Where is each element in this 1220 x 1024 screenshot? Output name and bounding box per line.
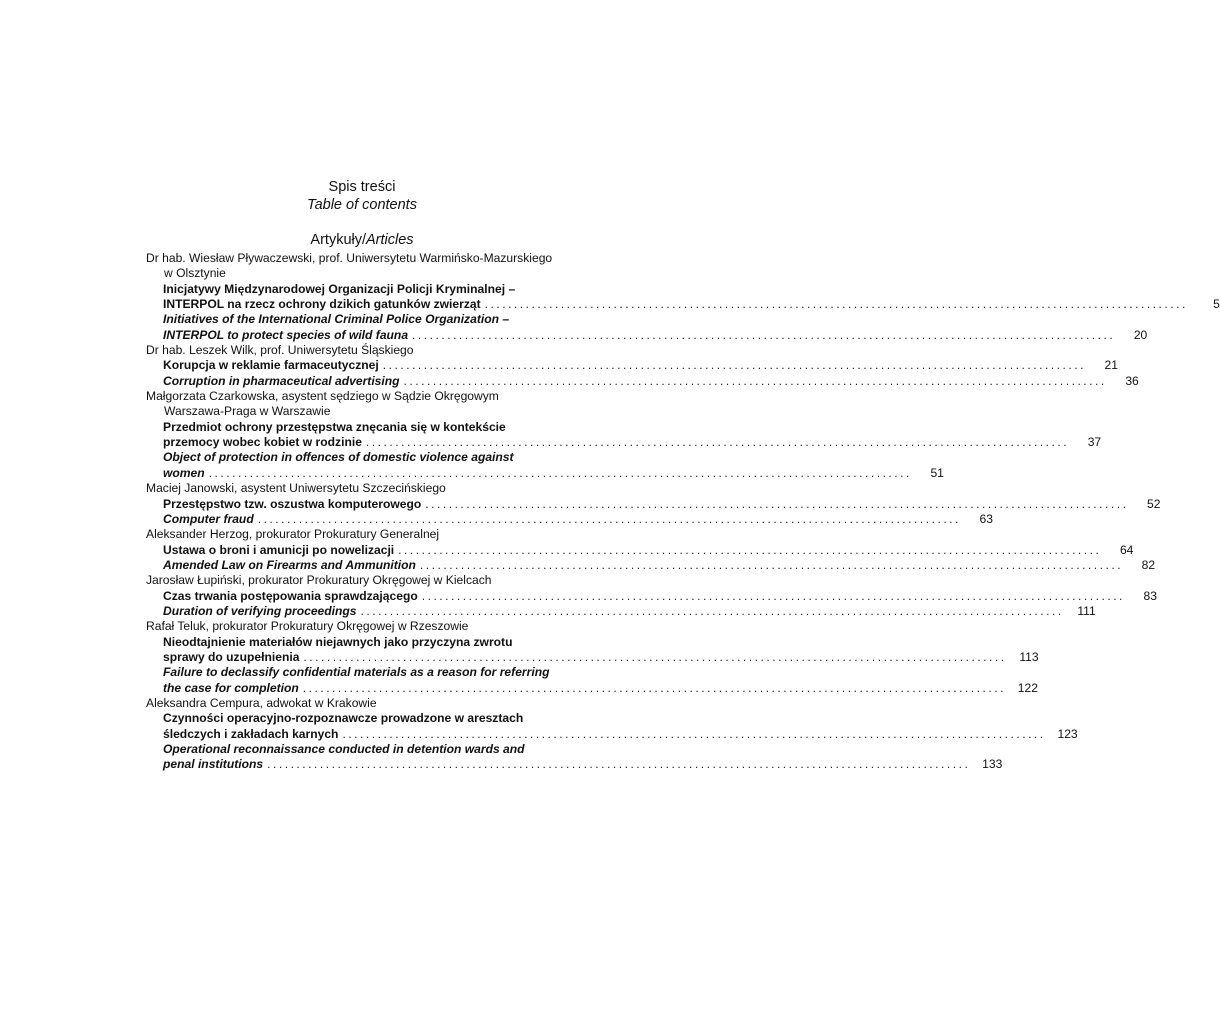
dot-leader: ........................................................................................................................ xyxy=(484,297,1188,312)
article-title-pl[interactable] xyxy=(146,358,1118,373)
article-title-en[interactable]: Initiatives of the International Criminal Police Organization – xyxy=(163,312,510,327)
title-text: penal institutions xyxy=(163,757,264,772)
title-text: sprawy do uzupełnienia xyxy=(163,649,300,664)
toc-title-pl: Spis treści xyxy=(328,179,396,195)
dot-leader: ........................................................................................................................ xyxy=(421,588,1125,603)
toc-list xyxy=(146,251,1220,773)
article-title-pl[interactable] xyxy=(146,496,1161,512)
page-number: 20 xyxy=(1133,327,1148,342)
article-title-en[interactable] xyxy=(146,557,1156,573)
title-text: Amended Law on Firearms and Ammunition xyxy=(163,557,416,572)
author-line: w Olsztynie xyxy=(164,266,226,281)
page-number: 51 xyxy=(930,465,944,480)
toc-entry xyxy=(146,389,1102,481)
article-title-en[interactable]: Object of protection in offences of domestic violence against xyxy=(163,450,514,465)
title-text: śledczych i zakładach karnych xyxy=(163,726,339,741)
section-heading xyxy=(0,231,724,249)
page-number: 133 xyxy=(982,757,1003,772)
toc-entry xyxy=(146,573,1157,619)
dot-leader: ........................................................................................................................ xyxy=(302,680,1006,695)
article-title-pl[interactable] xyxy=(146,435,1102,450)
article-title-en[interactable] xyxy=(146,373,1139,389)
section-heading-pl: Artykuły/ xyxy=(310,232,367,248)
article-title-pl[interactable]: Inicjatywy Międzynarodowej Organizacji Policji Kryminalnej – xyxy=(163,281,516,296)
dot-leader: ........................................................................................................................ xyxy=(419,557,1124,572)
toc-title-en: Table of contents xyxy=(307,197,417,213)
dot-leader: ........................................................................................................................ xyxy=(257,511,961,526)
author-line: Maciej Janowski, asystent Uniwersytetu Szczecińskiego xyxy=(146,481,446,496)
title-text: Przestępstwo tzw. oszustwa komputerowego xyxy=(163,496,422,511)
section-heading-en: Articles xyxy=(366,232,414,248)
article-title-pl[interactable] xyxy=(146,297,1220,312)
article-title-pl[interactable]: Nieodtajnienie materiałów niejawnych jako przyczyna zwrotu xyxy=(163,634,513,649)
dot-leader: ........................................................................................................................ xyxy=(398,542,1102,557)
dot-leader: ........................................................................................................................ xyxy=(360,603,1064,618)
author-line: Warszawa-Praga w Warszawie xyxy=(164,404,331,419)
title-text: Duration of verifying proceedings xyxy=(163,603,357,618)
article-title-en[interactable]: Failure to declassify confidential materials as a reason for referring xyxy=(163,665,550,680)
article-title-en[interactable] xyxy=(146,511,993,527)
page-number: 113 xyxy=(1019,649,1039,664)
page-number: 83 xyxy=(1143,588,1157,603)
toc-entry xyxy=(146,251,1220,343)
article-title-en[interactable] xyxy=(146,327,1148,343)
author-line: Dr hab. Wiesław Pływaczewski, prof. Uniwersytetu Warmińsko-Mazurskiego xyxy=(146,251,553,265)
page-number: 64 xyxy=(1119,542,1134,557)
article-title-pl[interactable]: Przedmiot ochrony przestępstwa znęcania się w kontekście xyxy=(163,419,506,434)
author-line: Małgorzata Czarkowska, asystent sędziego w Sądzie Okręgowym xyxy=(146,389,499,404)
page-number: 111 xyxy=(1077,603,1096,618)
page-number: 82 xyxy=(1141,557,1156,572)
author-line: Dr hab. Leszek Wilk, prof. Uniwersytetu Śląskiego xyxy=(146,343,414,358)
article-title-en[interactable] xyxy=(146,465,944,481)
toc-entry xyxy=(146,527,1156,573)
article-title-en[interactable] xyxy=(146,603,1096,619)
title-text: Korupcja w reklamie farmaceutycznej xyxy=(163,358,379,373)
title-text: Ustawa o broni i amunicji po nowelizacji xyxy=(163,542,395,557)
page-number: 5 xyxy=(1213,297,1220,312)
page-number: 37 xyxy=(1087,435,1102,450)
toc-entry xyxy=(146,619,1039,696)
article-title-en[interactable] xyxy=(146,680,1038,696)
toc-entry xyxy=(146,481,1161,527)
dot-leader: ........................................................................................................................ xyxy=(365,435,1070,450)
toc-entry xyxy=(146,695,1078,773)
author-line: Aleksander Herzog, prokurator Prokuratury Generalnej xyxy=(146,527,440,542)
title-text: women xyxy=(163,465,205,480)
article-title-pl[interactable] xyxy=(146,726,1078,742)
article-title-pl[interactable] xyxy=(146,542,1134,558)
article-title-pl[interactable] xyxy=(146,649,1039,665)
dot-leader: ........................................................................................................................ xyxy=(403,373,1107,388)
dot-leader: ........................................................................................................................ xyxy=(342,726,1046,741)
title-text: Czas trwania postępowania sprawdzającego xyxy=(163,588,418,603)
title-text: przemocy wobec kobiet w rodzinie xyxy=(163,435,362,450)
dot-leader: ........................................................................................................................ xyxy=(412,327,1116,342)
dot-leader: ........................................................................................................................ xyxy=(267,757,971,772)
title-text: INTERPOL na rzecz ochrony dzikich gatunków zwierząt xyxy=(163,297,481,312)
page-number: 63 xyxy=(979,511,993,526)
page-number: 123 xyxy=(1057,726,1078,741)
page-number: 52 xyxy=(1147,496,1161,511)
dot-leader: ........................................................................................................................ xyxy=(382,358,1086,373)
title-text: the case for completion xyxy=(163,680,299,695)
page-number: 21 xyxy=(1104,358,1118,373)
title-text: INTERPOL to protect species of wild fauna xyxy=(163,327,409,342)
toc-entry xyxy=(146,343,1139,389)
dot-leader: ........................................................................................................................ xyxy=(425,496,1129,511)
page-number: 36 xyxy=(1125,373,1139,388)
article-title-en[interactable] xyxy=(146,757,1003,772)
title-text: Computer fraud xyxy=(163,511,254,526)
dot-leader: ........................................................................................................................ xyxy=(303,649,1007,664)
dot-leader: ........................................................................................................................ xyxy=(208,465,912,480)
title-text: Corruption in pharmaceutical advertising xyxy=(163,373,400,388)
author-line: Aleksandra Cempura, adwokat w Krakowie xyxy=(146,695,377,710)
article-title-en[interactable]: Operational reconnaissance conducted in detention wards and xyxy=(163,742,525,756)
author-line: Jarosław Łupiński, prokurator Prokuratury Okręgowej w Kielcach xyxy=(146,573,492,588)
author-line: Rafał Teluk, prokurator Prokuratury Okręgowej w Rzeszowie xyxy=(146,619,469,634)
page-number: 122 xyxy=(1017,680,1038,695)
article-title-pl[interactable]: Czynności operacyjno-rozpoznawcze prowadzone w aresztach xyxy=(163,711,524,726)
article-title-pl[interactable] xyxy=(146,588,1157,604)
